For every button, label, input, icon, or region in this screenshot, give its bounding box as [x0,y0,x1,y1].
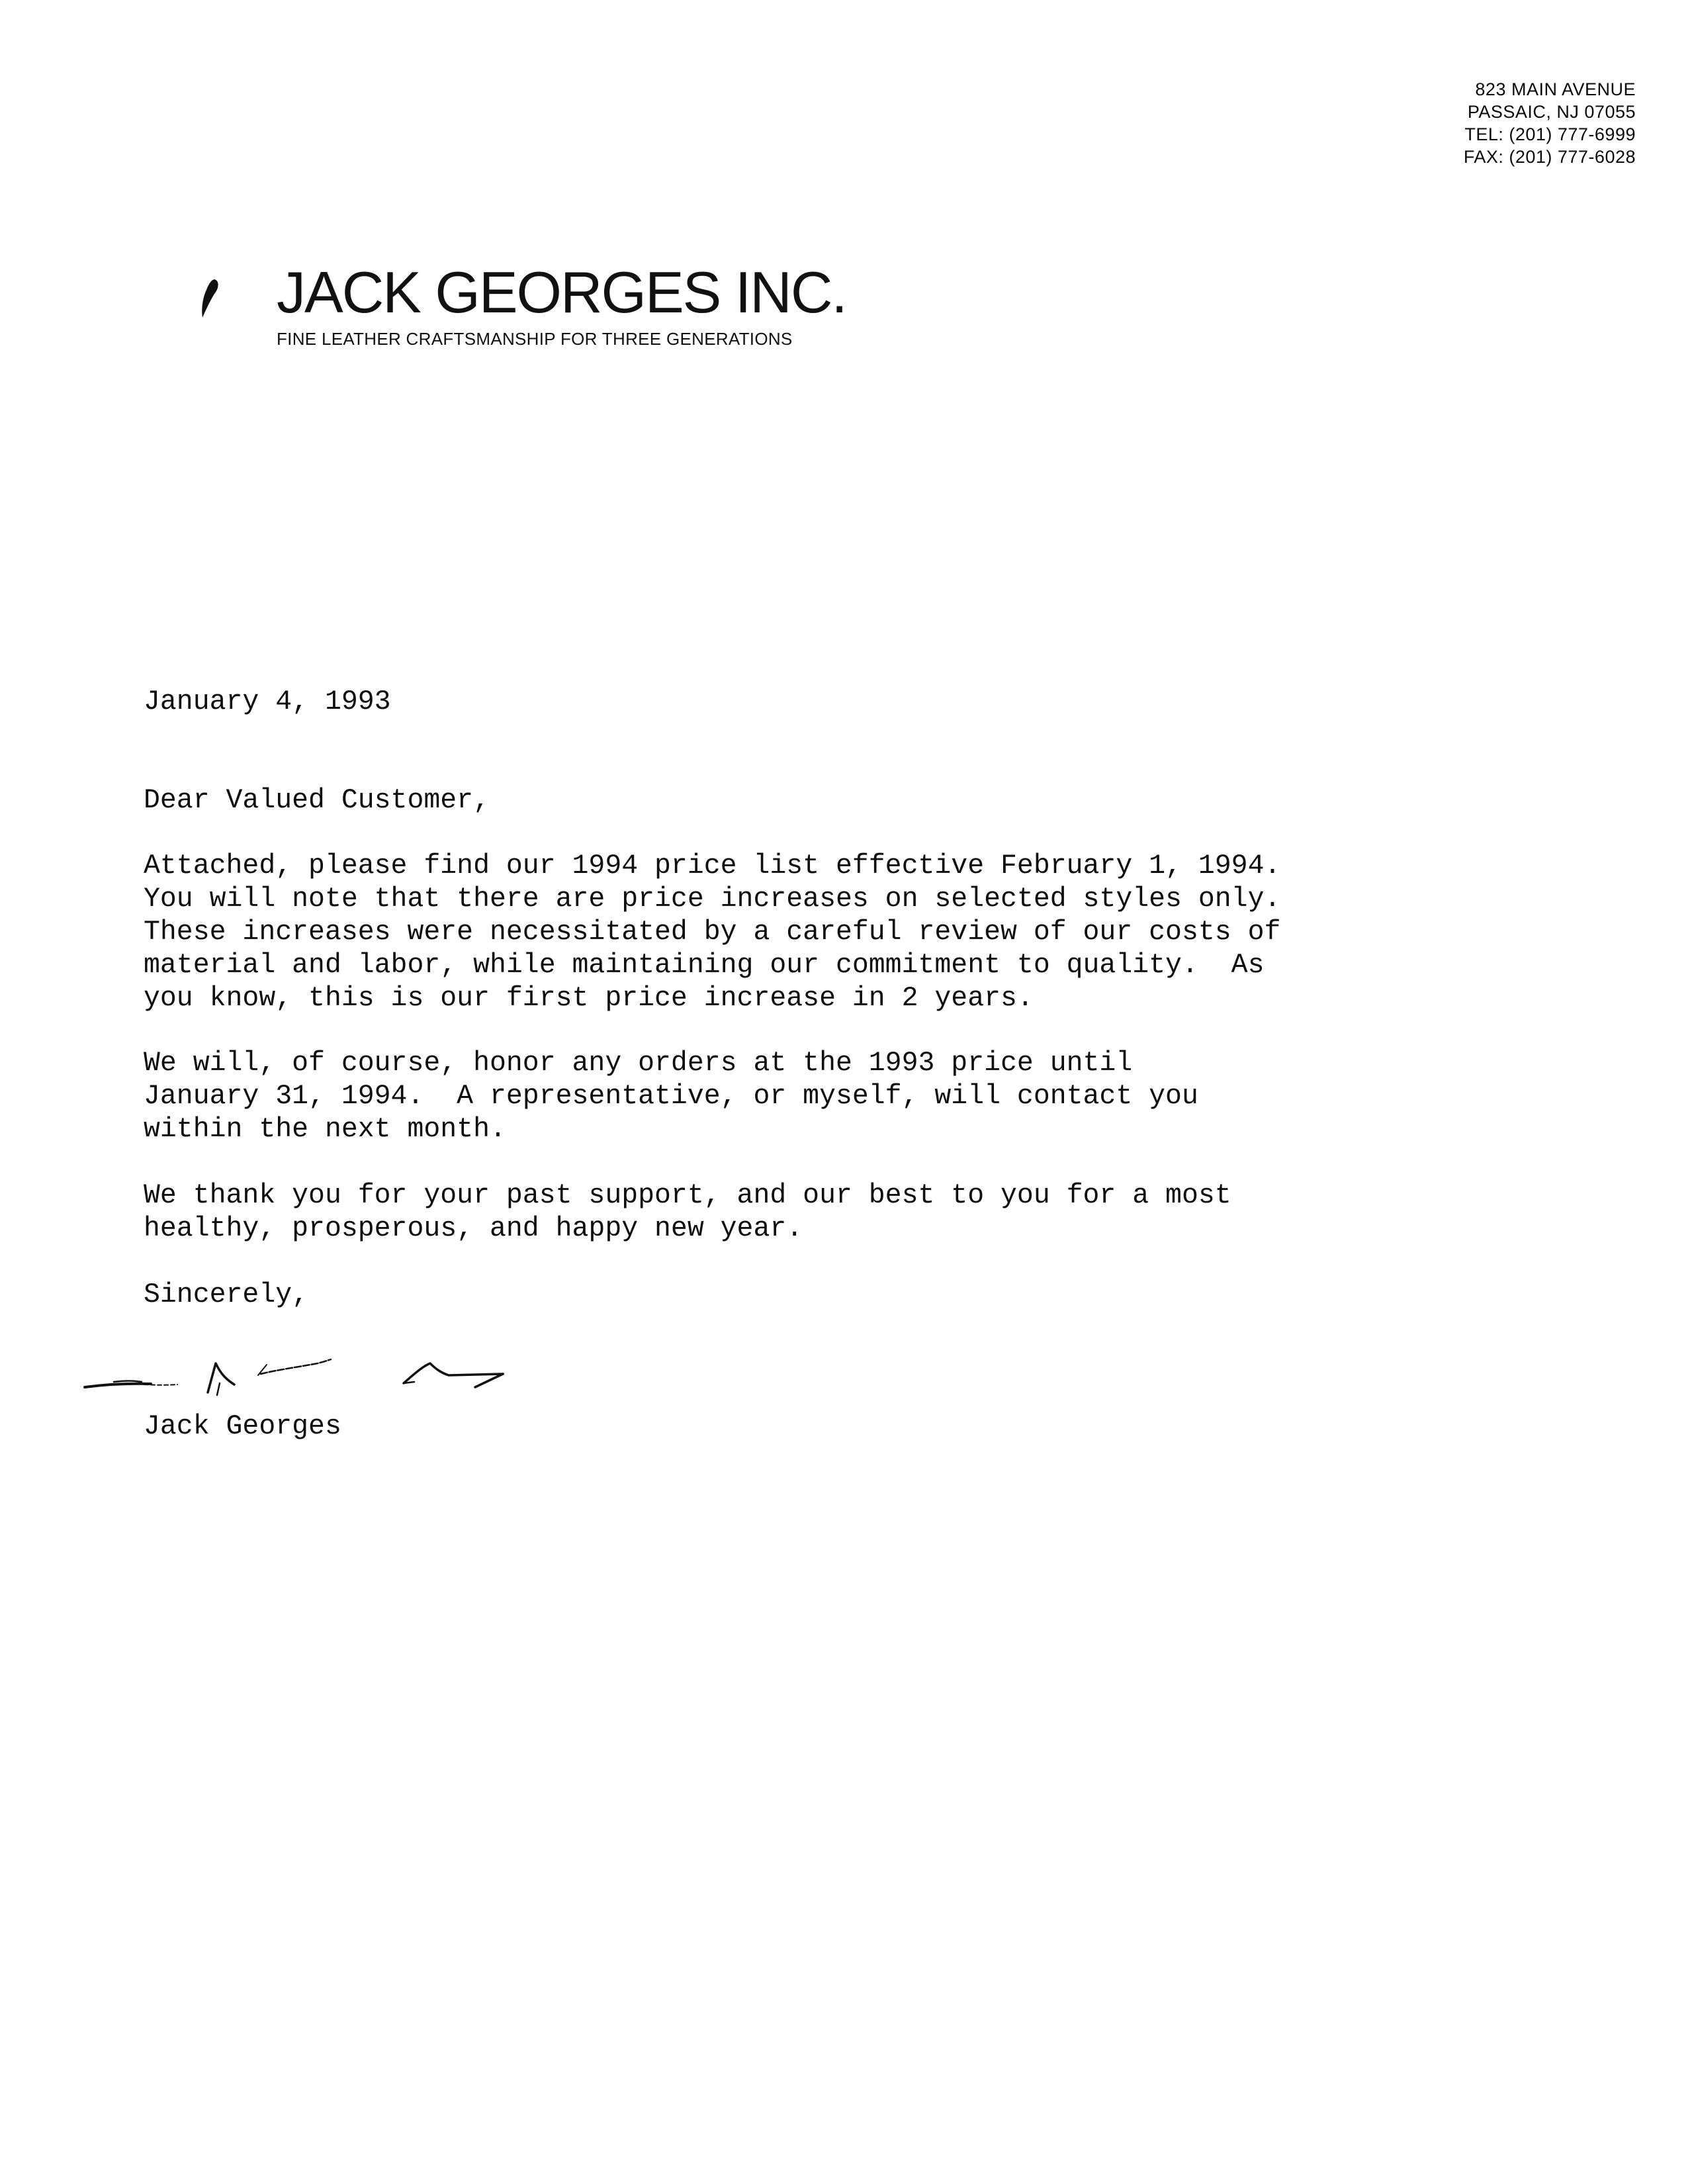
paragraph-line: within the next month. [144,1114,506,1145]
letter-closing [144,1279,308,1312]
paragraph-line: We thank you for your past support, and our best to you for a most [144,1180,1231,1211]
paragraph-line: These increases were necessitated by a careful review of our costs of [144,917,1281,948]
body-paragraph-2 [144,1047,1198,1146]
paragraph-line: January 31, 1994. A representative, or myself, will contact you [144,1081,1198,1112]
address-city: PASSAIC, NJ 07055 [1467,102,1636,122]
closing-line: Sincerely, [144,1279,309,1310]
salutation-line: Dear Valued Customer, [144,785,490,816]
address-telephone: TEL: (201) 777-6999 [1464,124,1636,144]
letterhead-address [1464,78,1636,168]
address-street: 823 MAIN AVENUE [1475,79,1636,99]
letter-date [144,686,391,719]
signer-name [144,1410,341,1443]
paragraph-line: healthy, prosperous, and happy new year. [144,1213,803,1244]
paragraph-line: you know, this is our first price increase in 2 years. [144,983,1034,1014]
signer-line: Jack Georges [144,1411,341,1442]
paragraph-line: You will note that there are price increases on selected styles only. [144,884,1281,915]
date-line: January 4, 1993 [144,686,391,717]
handwritten-signature [78,1337,515,1410]
paragraph-line: material and labor, while maintaining our commitment to quality. As [144,950,1265,981]
address-fax: FAX: (201) 777-6028 [1463,147,1636,167]
body-paragraph-3 [144,1179,1231,1246]
company-name: JACK GEORGES INC. [277,259,846,325]
company-tagline: FINE LEATHER CRAFTSMANSHIP FOR THREE GENERATIONS [277,329,793,349]
paragraph-line: We will, of course, honor any orders at the 1993 price until [144,1048,1133,1079]
leaf-logo-icon [200,278,220,319]
letter-salutation [144,784,490,817]
paragraph-line: Attached, please find our 1994 price list effective February 1, 1994. [144,850,1281,882]
body-paragraph-1 [144,850,1280,1015]
